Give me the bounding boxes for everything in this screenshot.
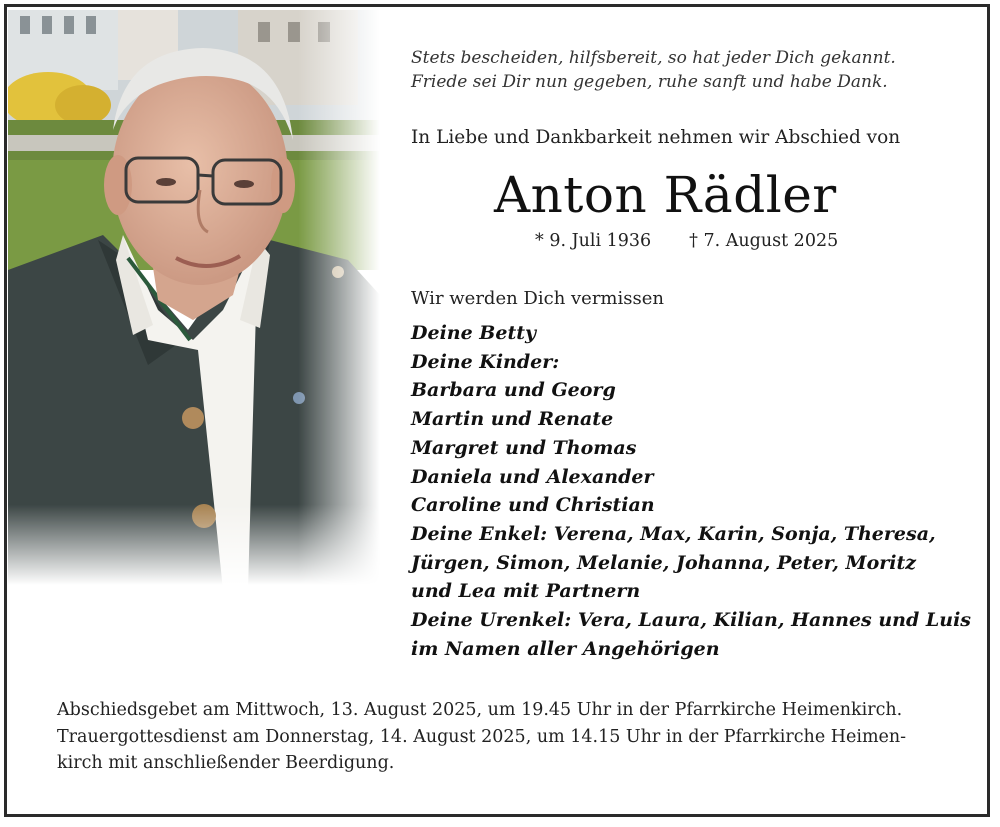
footer-line: Trauergottesdienst am Donnerstag, 14. August 2025, um 14.15 Uhr in der Pfarrkirche Heimen- (57, 726, 907, 747)
service-info (57, 697, 967, 777)
deceased-name: Anton Rädler (494, 166, 837, 224)
family-line: Margret und Thomas (411, 436, 637, 459)
family-line: Martin und Renate (411, 408, 614, 431)
family-line: Deine Enkel: Verena, Max, Karin, Sonja, Theresa, (411, 522, 936, 545)
portrait-photo (8, 10, 380, 585)
family-line: Deine Betty (411, 322, 537, 344)
verse-line: Stets bescheiden, hilfsbereit, so hat jeder Dich gekannt. (411, 48, 896, 68)
family-line: Deine Kinder: (411, 350, 560, 373)
verse-line: Friede sei Dir nun gegeben, ruhe sanft und habe Dank. (411, 72, 888, 92)
verse (411, 46, 971, 94)
family-line: im Namen aller Angehörigen (411, 637, 720, 660)
miss-line: Wir werden Dich vermissen (411, 288, 664, 309)
family-line: Deine Urenkel: Vera, Laura, Kilian, Hannes und Luis (411, 609, 971, 632)
family-line: Caroline und Christian (411, 494, 655, 517)
birth-date: * 9. Juli 1936 (535, 231, 652, 251)
family-line: Jürgen, Simon, Melanie, Johanna, Peter, Moritz (411, 551, 917, 574)
life-dates (535, 231, 838, 251)
family-list (411, 319, 971, 663)
family-line: Daniela und Alexander (411, 465, 654, 488)
footer-line: kirch mit anschließender Beerdigung. (57, 753, 395, 773)
death-date: † 7. August 2025 (689, 231, 839, 251)
intro-text: In Liebe und Dankbarkeit nehmen wir Abschied von (411, 127, 901, 148)
family-line: Barbara und Georg (411, 379, 616, 402)
family-line: und Lea mit Partnern (411, 580, 641, 603)
footer-line: Abschiedsgebet am Mittwoch, 13. August 2025, um 19.45 Uhr in der Pfarrkirche Heimenkirch. (57, 700, 903, 720)
